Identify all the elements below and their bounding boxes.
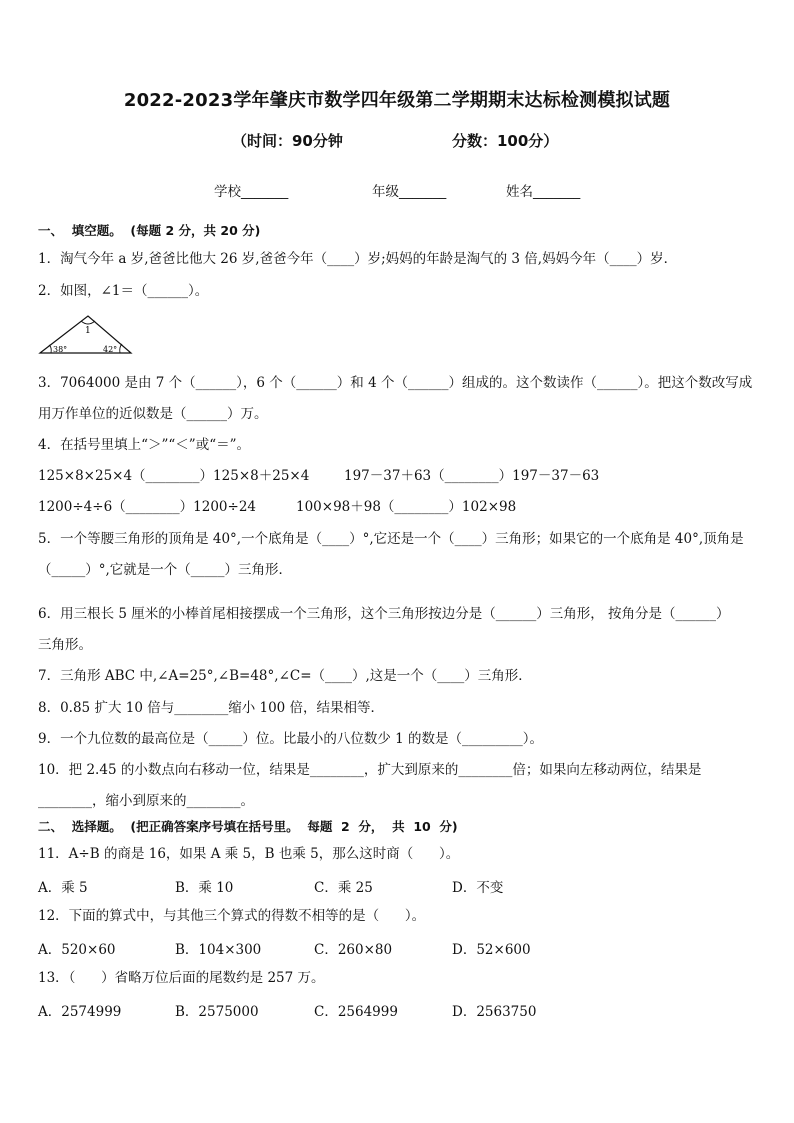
question-12: 12．下面的算式中，与其他三个算式的得数不相等的是（ ）。 (38, 908, 426, 924)
angle-42-label: 42° (103, 345, 118, 354)
time-info: （时间：90分钟 (232, 132, 343, 150)
question-4-row-1-a: 125×8×25×4（________）125×8＋25×4 (38, 468, 310, 484)
section-1-heading: 一、 填空题。 (每题 2 分，共 20 分) (38, 223, 261, 238)
question-3-line-2: 用万作单位的近似数是（______）万。 (38, 406, 268, 422)
question-2: 2．如图，∠1＝（______）。 (38, 283, 209, 299)
question-13-option-b: B．2575000 (175, 1004, 259, 1020)
question-13-option-d: D．2563750 (452, 1004, 537, 1020)
question-4: 4．在括号里填上“＞”“＜”或“＝”。 (38, 437, 250, 453)
question-3-line-1: 3．7064000 是由 7 个（______），6 个（______）和 4 个（______）组成的。这个数读作（______）。把这个数改写成 (38, 375, 753, 391)
question-4-row-2-b: 100×98＋98（________）102×98 (296, 499, 517, 515)
question-11-option-b: B．乘 10 (175, 880, 234, 896)
angle-1-label: 1 (85, 326, 91, 336)
page-title: 2022-2023学年肇庆市数学四年级第二学期期末达标检测模拟试题 (123, 90, 671, 111)
question-8: 8．0.85 扩大 10 倍与________缩小 100 倍，结果相等． (38, 700, 385, 716)
question-11-option-d: D．不变 (452, 880, 504, 896)
question-11-option-c: C．乘 25 (314, 880, 373, 896)
question-6-line-1: 6．用三根长 5 厘米的小棒首尾相接摆成一个三角形，这个三角形按边分是（______）三角形， 按角分是（______） (38, 606, 730, 622)
section-2-heading: 二、 选择题。 (把正确答案序号填在括号里。 每题 2 分， 共 10 分) (38, 819, 458, 834)
question-13-option-c: C．2564999 (314, 1004, 398, 1020)
question-1: 1．淘气今年 a 岁,爸爸比他大 26 岁,爸爸今年（____）岁;妈妈的年龄是淘气的 3 倍,妈妈今年（____）岁． (38, 251, 678, 267)
question-13-option-a: A．2574999 (38, 1004, 122, 1020)
question-5-line-1: 5．一个等腰三角形的顶角是 40°,一个底角是（____）°,它还是一个（____）三角形；如果它的一个底角是 40°,顶角是 (38, 531, 744, 547)
question-11: 11．A÷B 的商是 16，如果 A 乘 5，B 也乘 5，那么这时商（ ）。 (38, 846, 460, 862)
question-5-line-2: （_____）°,它就是一个（_____）三角形． (38, 562, 293, 578)
question-13: 13．（ ）省略万位后面的尾数约是 257 万。 (38, 970, 325, 986)
question-10-line-1: 10．把 2.45 的小数点向右移动一位，结果是________，扩大到原来的________倍；如果向左移动两位，结果是 (38, 762, 702, 778)
question-11-option-a: A．乘 5 (38, 880, 88, 896)
question-12-option-d: D．52×600 (452, 942, 531, 958)
question-12-option-b: B．104×300 (175, 942, 262, 958)
score-info: 分数：100分） (452, 132, 559, 150)
triangle-figure (38, 312, 134, 356)
question-7: 7．三角形 ABC 中,∠A=25°,∠B=48°,∠C=（____）,这是一个（____）三角形． (38, 668, 532, 684)
angle-38-label: 38° (53, 345, 68, 354)
question-6-line-2: 三角形。 (38, 637, 92, 653)
question-4-row-1-b: 197－37＋63（________）197－37－63 (344, 468, 600, 484)
question-12-option-a: A．520×60 (38, 942, 116, 958)
grade-field: 年级_______ (372, 184, 447, 200)
name-field: 姓名_______ (506, 184, 581, 200)
question-4-row-2-a: 1200÷4÷6（________）1200÷24 (38, 499, 257, 515)
question-9: 9．一个九位数的最高位是（_____）位。比最小的八位数少 1 的数是（_________）。 (38, 731, 544, 747)
question-12-option-c: C．260×80 (314, 942, 393, 958)
school-field: 学校_______ (214, 184, 289, 200)
question-10-line-2: ________，缩小到原来的________。 (38, 793, 254, 809)
